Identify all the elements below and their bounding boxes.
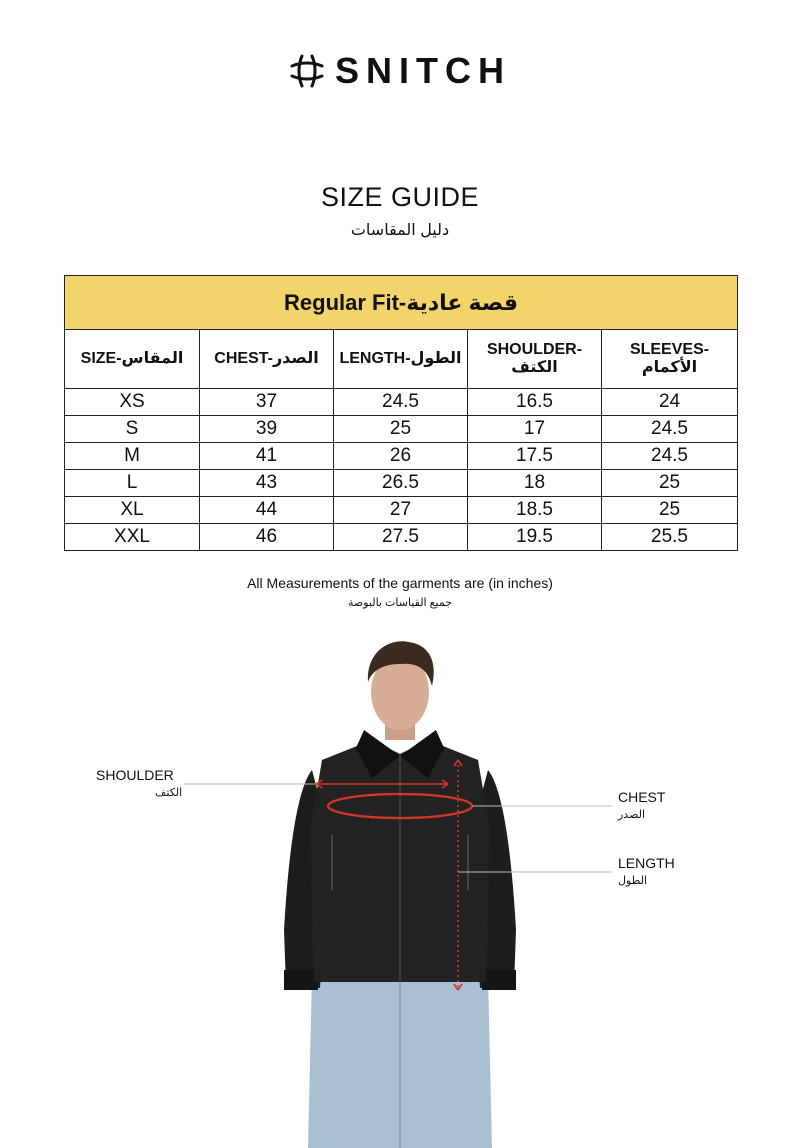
column-header-length xyxy=(334,330,468,389)
cell-length: 25 xyxy=(334,416,468,443)
column-header-sleeves-ar: الأكمام xyxy=(641,359,698,376)
column-header-size-en: SIZE- xyxy=(80,350,122,367)
column-header-length-en: LENGTH- xyxy=(339,350,411,367)
model-illustration xyxy=(0,630,800,1148)
cell-length: 24.5 xyxy=(334,389,468,416)
label-shoulder: SHOULDER xyxy=(96,767,174,783)
label-shoulder-arabic: الكتف xyxy=(155,787,183,799)
column-header-chest xyxy=(200,330,334,389)
cell-chest: 37 xyxy=(200,389,334,416)
label-chest: CHEST xyxy=(618,789,666,805)
cell-sleeves: 25 xyxy=(602,497,738,524)
cell-size: L xyxy=(65,470,200,497)
cell-shoulder: 19.5 xyxy=(468,524,602,551)
column-header-shoulder-ar: الكتف xyxy=(511,359,558,376)
column-header-size-ar: المقاس xyxy=(121,350,184,367)
table-row xyxy=(65,497,738,524)
measurement-note-arabic: جميع القياسات بالبوصة xyxy=(347,597,453,609)
cell-size: M xyxy=(65,443,200,470)
cell-length: 27.5 xyxy=(334,524,468,551)
cell-chest: 44 xyxy=(200,497,334,524)
cell-shoulder: 18.5 xyxy=(468,497,602,524)
cell-sleeves: 25.5 xyxy=(602,524,738,551)
measurement-note: All Measurements of the garments are (in inches) xyxy=(247,575,553,591)
column-header-row xyxy=(65,330,738,389)
column-header-shoulder xyxy=(468,330,602,389)
cell-shoulder: 16.5 xyxy=(468,389,602,416)
cell-sleeves: 24.5 xyxy=(602,416,738,443)
brand-name: SNITCH xyxy=(335,50,511,91)
page-title: SIZE GUIDE xyxy=(320,182,480,212)
table-row xyxy=(65,443,738,470)
cell-shoulder: 17.5 xyxy=(468,443,602,470)
column-header-sleeves xyxy=(602,330,738,389)
column-header-chest-ar: الصدر xyxy=(272,350,319,367)
fit-header: Regular Fit-قصة عادية xyxy=(65,276,738,330)
cell-chest: 41 xyxy=(200,443,334,470)
column-header-size xyxy=(65,330,200,389)
cell-chest: 43 xyxy=(200,470,334,497)
cell-sleeves: 25 xyxy=(602,470,738,497)
brand-mark-icon xyxy=(289,53,325,89)
size-table xyxy=(64,275,738,551)
table-row xyxy=(65,470,738,497)
column-header-shoulder-en: SHOULDER- xyxy=(486,341,583,358)
page-title-arabic: دليل المقاسات xyxy=(350,222,450,239)
label-length: LENGTH xyxy=(618,855,675,871)
label-chest-arabic: الصدر xyxy=(618,809,646,821)
table-row xyxy=(65,389,738,416)
cell-chest: 39 xyxy=(200,416,334,443)
cell-length: 26 xyxy=(334,443,468,470)
cell-shoulder: 17 xyxy=(468,416,602,443)
cell-length: 26.5 xyxy=(334,470,468,497)
cell-sleeves: 24.5 xyxy=(602,443,738,470)
column-header-chest-en: CHEST- xyxy=(214,350,273,367)
label-length-arabic: الطول xyxy=(618,875,648,887)
column-header-sleeves-en: SLEEVES- xyxy=(629,341,710,358)
model-figure xyxy=(0,630,800,1148)
brand-logo xyxy=(0,50,800,92)
cell-size: XL xyxy=(65,497,200,524)
cell-size: XS xyxy=(65,389,200,416)
left-cuff xyxy=(284,970,318,990)
cell-chest: 46 xyxy=(200,524,334,551)
table-row xyxy=(65,416,738,443)
cell-shoulder: 18 xyxy=(468,470,602,497)
right-cuff xyxy=(482,970,516,990)
table-row xyxy=(65,524,738,551)
column-header-length-ar: الطول xyxy=(410,350,462,367)
cell-sleeves: 24 xyxy=(602,389,738,416)
cell-size: S xyxy=(65,416,200,443)
cell-size: XXL xyxy=(65,524,200,551)
cell-length: 27 xyxy=(334,497,468,524)
